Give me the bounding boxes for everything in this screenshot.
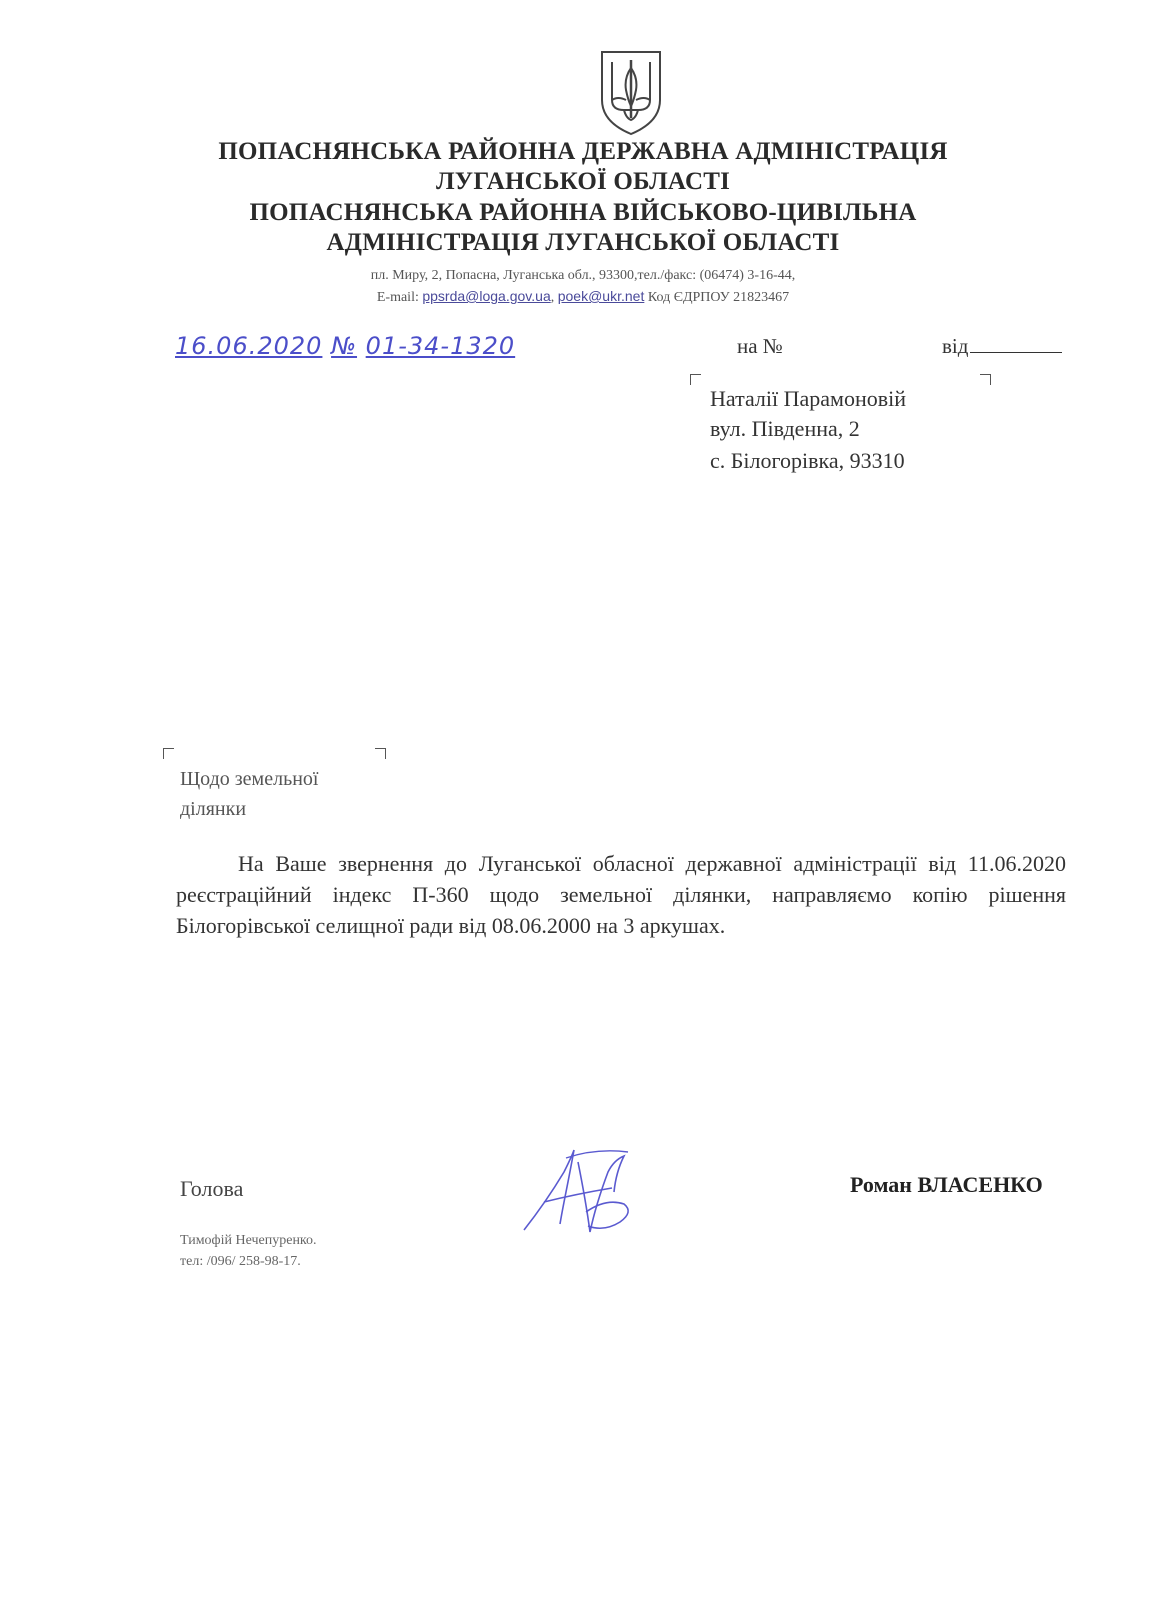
outgoing-number-handwritten — [175, 332, 515, 360]
handwritten-signature-icon — [516, 1142, 646, 1242]
recipient-name: Наталії Парамоновій — [710, 386, 907, 411]
email-link-1[interactable]: ppsrda@loga.gov.ua — [422, 288, 551, 304]
header-line-3: ПОПАСНЯНСЬКА РАЙОННА ВІЙСЬКОВО-ЦИВІЛЬНА — [249, 199, 917, 226]
executor-name: Тимофій Нечепуренко. — [180, 1233, 317, 1248]
outgoing-date: 16.06.2020 — [175, 332, 323, 360]
subject-line-2: ділянки — [180, 798, 247, 820]
header-line-4: АДМІНІСТРАЦІЯ ЛУГАНСЬКОЇ ОБЛАСТІ — [326, 229, 840, 256]
reference-from-label: від — [942, 334, 969, 358]
reference-no-label: на № — [737, 334, 783, 358]
trident-coat-of-arms-icon — [596, 48, 666, 138]
signer-position: Голова — [180, 1176, 244, 1201]
email-prefix: E-mail: — [376, 290, 423, 305]
contact-email-line — [0, 288, 1166, 306]
outgoing-number: 01-34-1320 — [365, 332, 516, 360]
recipient-street: вул. Південна, 2 — [710, 416, 860, 441]
subject-corner-left — [163, 748, 174, 759]
header-line-2: ЛУГАНСЬКОЇ ОБЛАСТІ — [435, 168, 731, 195]
reference-from-blank — [970, 352, 1062, 353]
outgoing-no-label: № — [331, 332, 358, 360]
header-line-1: ПОПАСНЯНСЬКА РАЙОННА ДЕРЖАВНА АДМІНІСТРАЦІЯ — [218, 138, 948, 165]
email-separator: , — [550, 290, 558, 305]
subject-line-1: Щодо земельної — [180, 768, 319, 790]
recipient-corner-left — [690, 374, 701, 385]
recipient-city: с. Білогорівка, 93310 — [710, 448, 905, 473]
executor-phone: тел: /096/ 258-98-17. — [180, 1254, 301, 1269]
body-paragraph: На Ваше звернення до Луганської обласної державної адміністрації від 11.06.2020 реєстраційний індекс П-360 щодо земельної ділянки, направляємо копію рішення Білогорівської селищної ради від 08.06.2000 на 3 аркушах. — [176, 851, 1066, 938]
reference-from — [942, 334, 1062, 359]
subject-corner-right — [375, 748, 386, 759]
contact-address: пл. Миру, 2, Попасна, Луганська обл., 93300,тел./факс: (06474) 3-16-44, — [370, 268, 796, 283]
signer-name: Роман ВЛАСЕНКО — [850, 1172, 1043, 1197]
email-link-2[interactable]: poek@ukr.net — [557, 288, 645, 304]
recipient-corner-right — [980, 374, 991, 385]
letter-body — [176, 848, 1066, 941]
edrpou-code: Код ЄДРПОУ 21823467 — [644, 290, 790, 305]
